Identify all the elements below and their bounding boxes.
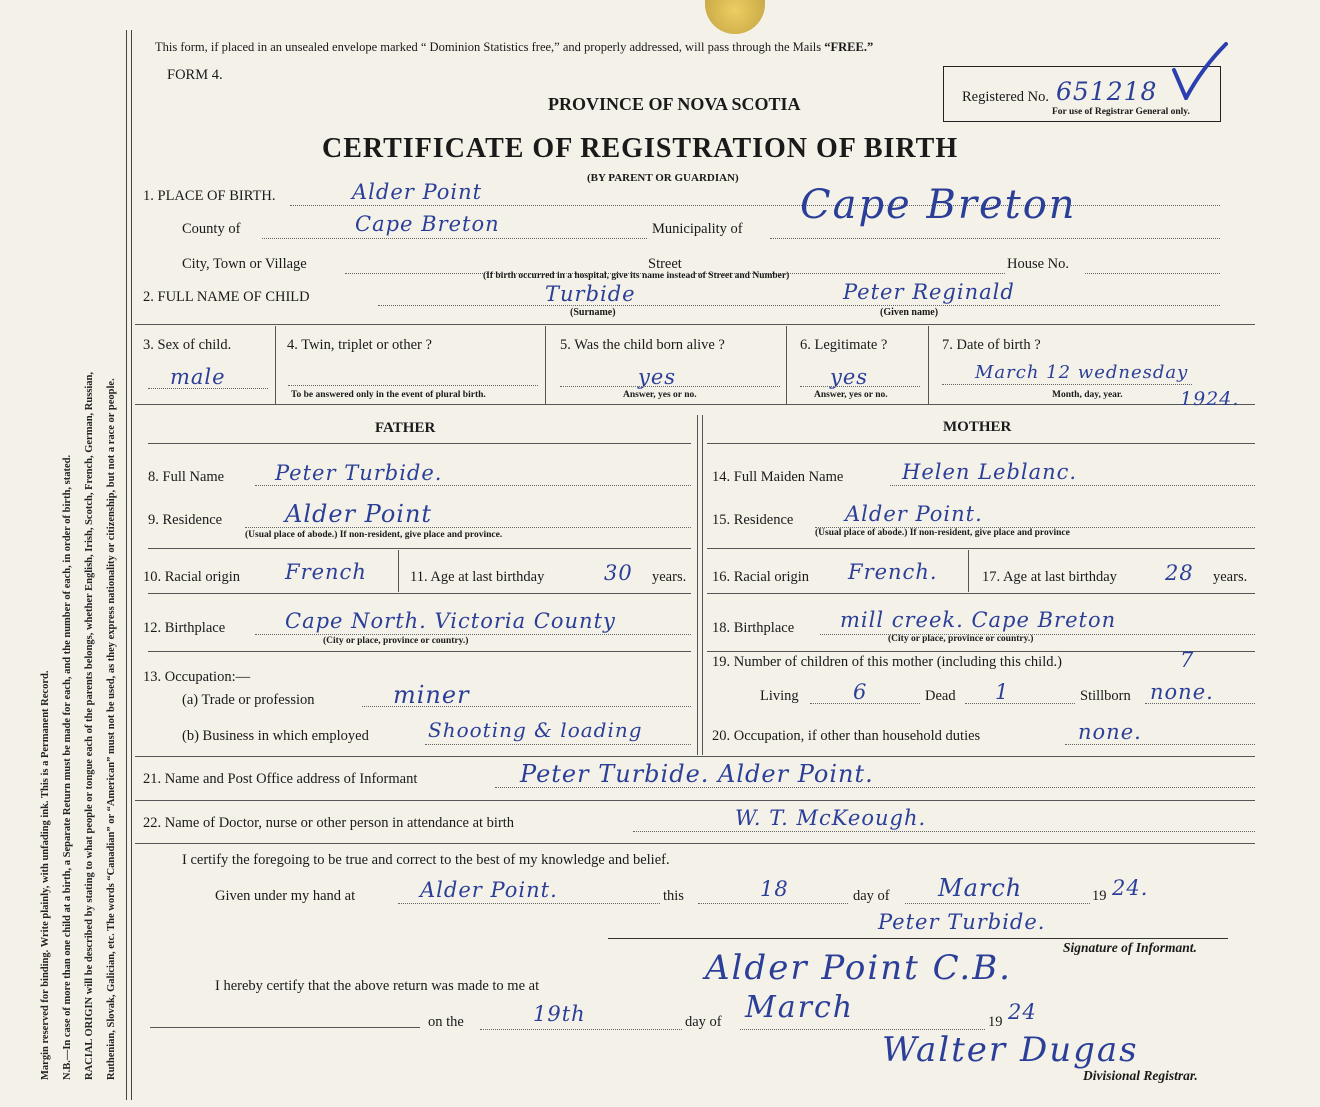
- father-residence-value: Alder Point: [285, 500, 433, 528]
- alive-caption: Answer, yes or no.: [623, 390, 697, 400]
- father-name-value: Peter Turbide.: [275, 461, 443, 485]
- children-count-value: 7: [1180, 648, 1195, 672]
- business-value: Shooting & loading: [428, 718, 643, 742]
- father-race-label: 10. Racial origin: [143, 569, 241, 585]
- doctor-label: 22. Name of Doctor, nurse or other person in attendance at birth: [143, 815, 515, 831]
- mother-residence-value: Alder Point.: [845, 502, 983, 526]
- mother-birthplace-value: mill creek. Cape Breton: [840, 608, 1117, 632]
- certify-statement: I certify the foregoing to be true and correct to the best of my knowledge and belief.: [182, 852, 670, 868]
- registered-number: 651218: [1056, 77, 1158, 106]
- dead-label: Dead: [925, 688, 956, 704]
- registrar-month-value: March: [745, 990, 855, 1025]
- cert-year-value: 24.: [1112, 876, 1149, 900]
- trade-value: miner: [393, 681, 470, 709]
- business-label: (b) Business in which employed: [182, 728, 369, 744]
- stillborn-label: Stillborn: [1080, 688, 1131, 704]
- mother-age-unit: years.: [1213, 569, 1248, 585]
- margin-note-plural: N.B.—In case of more than one child at a birth, a Separate Return must be made for each, and the number of each, in order of birth, stated.: [62, 454, 73, 1080]
- municipality-value: Cape Breton: [800, 182, 1077, 228]
- county-value: Cape Breton: [355, 212, 500, 236]
- cert-day-label: day of: [853, 888, 890, 904]
- registrar-day-value: 19th: [533, 1002, 586, 1026]
- this-label: this: [663, 888, 684, 904]
- dead-value: 1: [995, 680, 1010, 704]
- legitimate-value: yes: [830, 365, 869, 389]
- trade-label: (a) Trade or profession: [182, 692, 315, 708]
- mother-name-value: Helen Leblanc.: [902, 460, 1078, 484]
- registrar-year-prefix: 19: [988, 1014, 1003, 1030]
- page-title: CERTIFICATE OF REGISTRATION OF BIRTH: [322, 133, 959, 164]
- child-name-label: 2. FULL NAME OF CHILD: [143, 289, 310, 305]
- form-number: FORM 4.: [167, 67, 223, 83]
- dob-label: 7. Date of birth ?: [942, 337, 1041, 353]
- living-label: Living: [760, 688, 799, 704]
- legitimate-label: 6. Legitimate ?: [800, 337, 888, 353]
- given-at-value: Alder Point.: [420, 878, 558, 902]
- father-residence-caption: (Usual place of abode.) If non-resident, give place and province.: [245, 530, 503, 540]
- child-surname-value: Turbide: [545, 282, 636, 306]
- house-label: House No.: [1007, 256, 1070, 272]
- mother-birthplace-label: 18. Birthplace: [712, 620, 795, 636]
- registrar-caption: Divisional Registrar.: [1083, 1068, 1198, 1083]
- twin-label: 4. Twin, triplet or other ?: [287, 337, 432, 353]
- margin-note-racial: RACIAL ORIGIN will be described by stating to what people or tongue each of the parents belongs, whether English, Irish, Scotch, French, German, Russian,: [84, 371, 95, 1080]
- occupation-label: 13. Occupation:—: [143, 669, 251, 685]
- mother-age-label: 17. Age at last birthday: [982, 569, 1117, 585]
- registered-label: Registered No.: [962, 89, 1049, 105]
- street-label: Street: [648, 256, 682, 272]
- informant-signature-caption: Signature of Informant.: [1063, 940, 1197, 955]
- province-heading: PROVINCE OF NOVA SCOTIA: [548, 94, 801, 114]
- children-count-label: 19. Number of children of this mother (including this child.): [712, 654, 1062, 670]
- child-given-value: Peter Reginald: [843, 280, 1015, 304]
- page-subtitle: (BY PARENT OR GUARDIAN): [587, 172, 739, 184]
- mail-notice: This form, if placed in an unsealed envelope marked “ Dominion Statistics free,” and properly addressed, will pass through the Mails “FREE.”: [155, 40, 874, 54]
- cert-month-value: March: [938, 874, 1023, 902]
- place-of-birth-label: 1. PLACE OF BIRTH.: [143, 188, 276, 204]
- margin-note-racial-2: Ruthenian, Slovak, Galician, etc. The words “Canadian” or “American” must not be used, as they express nationality or citizenship, but not a race or people.: [106, 378, 117, 1080]
- alive-value: yes: [638, 365, 677, 389]
- father-birthplace-caption: (City or place, province or country.): [323, 636, 469, 646]
- father-age-label: 11. Age at last birthday: [410, 569, 545, 585]
- sex-value: male: [170, 365, 226, 389]
- father-name-label: 8. Full Name: [148, 469, 225, 485]
- surname-caption: (Surname): [570, 307, 616, 318]
- mother-residence-label: 15. Residence: [712, 512, 794, 528]
- father-residence-label: 9. Residence: [148, 512, 223, 528]
- living-value: 6: [853, 680, 868, 704]
- father-age-value: 30: [604, 561, 633, 585]
- father-age-unit: years.: [652, 569, 687, 585]
- informant-signature: Peter Turbide.: [878, 910, 1046, 934]
- registrar-note: For use of Registrar General only.: [1052, 107, 1190, 117]
- registrar-signature: Walter Dugas: [882, 1030, 1139, 1070]
- mother-age-value: 28: [1165, 561, 1194, 585]
- registrar-day-label: day of: [685, 1014, 722, 1030]
- father-heading: FATHER: [375, 420, 436, 436]
- cert-day-value: 18: [760, 877, 789, 901]
- mother-race-label: 16. Racial origin: [712, 569, 810, 585]
- county-label: County of: [182, 221, 241, 237]
- mother-heading: MOTHER: [943, 419, 1012, 435]
- informant-value: Peter Turbide. Alder Point.: [520, 760, 874, 788]
- mother-occupation-label: 20. Occupation, if other than household duties: [712, 728, 981, 744]
- informant-label: 21. Name and Post Office address of Informant: [143, 771, 418, 787]
- dob-year: 1924.: [1180, 388, 1240, 410]
- checkmark-icon: [1170, 40, 1230, 100]
- city-label: City, Town or Village: [182, 256, 307, 272]
- hospital-note: (If birth occurred in a hospital, give its name instead of Street and Number): [483, 271, 790, 281]
- twin-caption: To be answered only in the event of plural birth.: [291, 390, 486, 400]
- place-of-birth-value: Alder Point: [352, 180, 483, 204]
- alive-label: 5. Was the child born alive ?: [560, 337, 725, 353]
- father-race-value: French: [285, 560, 367, 584]
- mother-race-value: French.: [848, 560, 938, 584]
- given-caption: (Given name): [880, 307, 939, 318]
- father-birthplace-value: Cape North. Victoria County: [285, 609, 616, 633]
- sex-label: 3. Sex of child.: [143, 337, 232, 353]
- stillborn-value: none.: [1150, 680, 1214, 704]
- dob-caption: Month, day, year.: [1052, 390, 1123, 400]
- given-at-label: Given under my hand at: [215, 888, 356, 904]
- doctor-value: W. T. McKeough.: [735, 806, 927, 830]
- mother-birthplace-caption: (City or place, province or country.): [888, 634, 1034, 644]
- margin-rule: [126, 30, 127, 1100]
- margin-rule: [131, 30, 132, 1100]
- dob-value: March 12 wednesday: [975, 362, 1189, 383]
- registrar-place-value: Alder Point C.B.: [705, 948, 1012, 988]
- margin-note-binding: Margin reserved for binding. Write plainly, with unfading ink. This is a Permanent Record.: [40, 670, 51, 1080]
- registrar-statement: I hereby certify that the above return was made to me at: [215, 978, 540, 994]
- municipality-label: Municipality of: [652, 221, 743, 237]
- mother-residence-caption: (Usual place of abode.) If non-resident, give place and province: [815, 528, 1070, 538]
- cert-year-prefix: 19: [1092, 888, 1107, 904]
- father-birthplace-label: 12. Birthplace: [143, 620, 226, 636]
- registrar-on-label: on the: [428, 1014, 464, 1030]
- registrar-year-value: 24: [1008, 1000, 1037, 1024]
- legitimate-caption: Answer, yes or no.: [814, 390, 888, 400]
- mother-name-label: 14. Full Maiden Name: [712, 469, 844, 485]
- mother-occupation-value: none.: [1078, 720, 1142, 744]
- gold-seal-icon: [705, 0, 765, 34]
